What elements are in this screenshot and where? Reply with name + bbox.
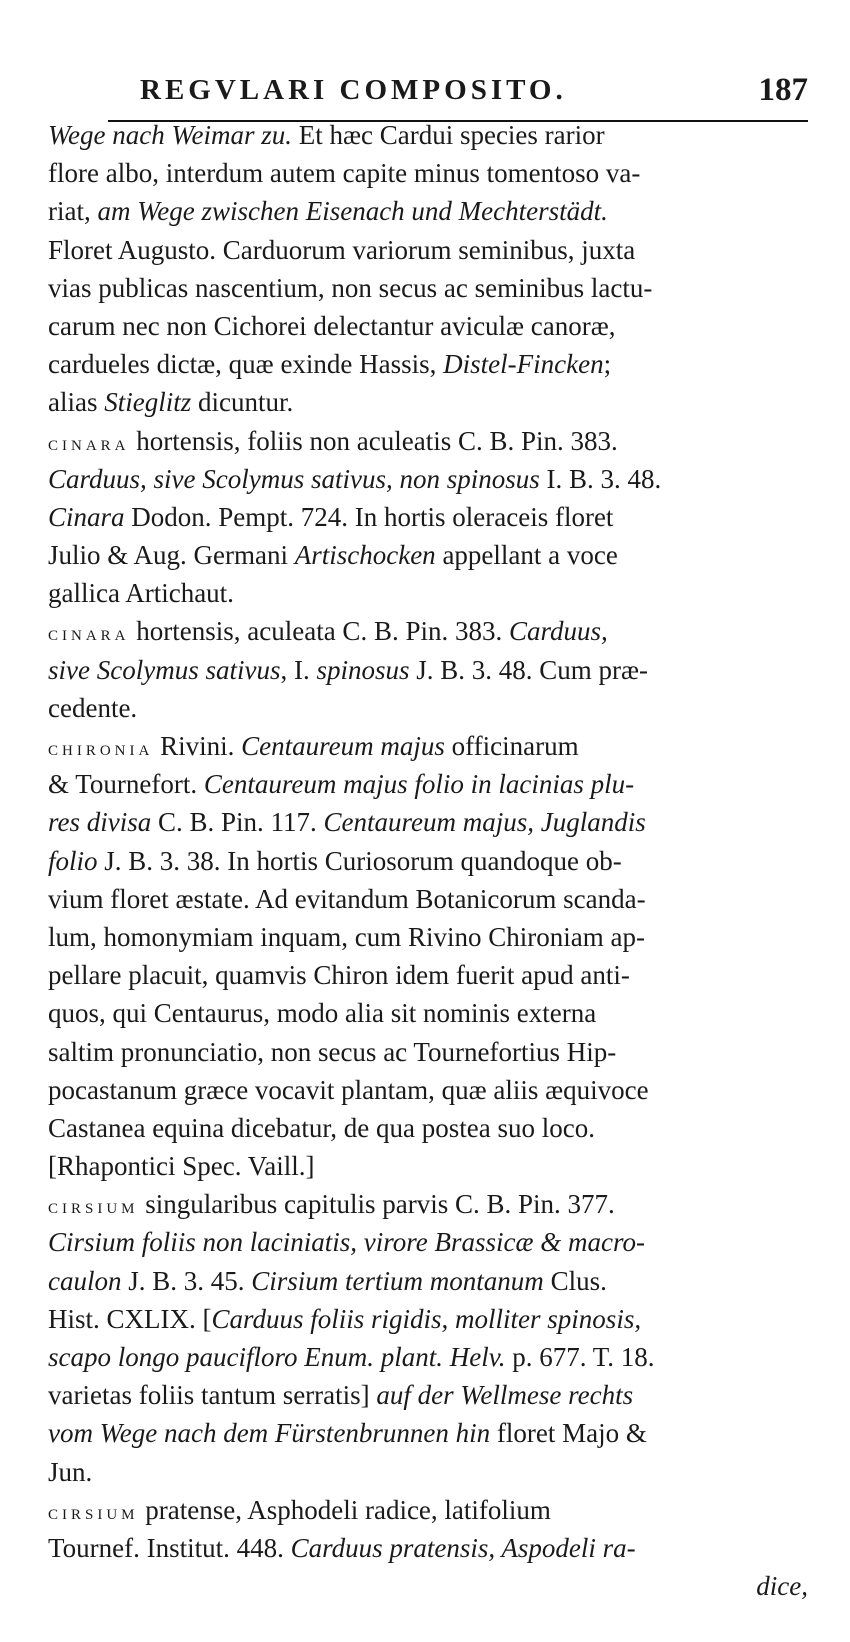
italic-text: vom Wege nach dem Fürstenbrunnen hin	[48, 1418, 491, 1449]
text-line	[48, 231, 808, 269]
italic-text: Carduus foliis rigidis, molliter spinosis,	[211, 1303, 642, 1334]
text-line	[48, 345, 808, 383]
text-line	[48, 383, 808, 421]
text-line	[48, 269, 808, 307]
italic-text: Wege nach Weimar zu.	[48, 120, 292, 150]
italic-text: Carduus pratensis, Aspodeli ra-	[290, 1532, 636, 1563]
italic-text: Carduus, sive Scolymus sativus, non spinosus	[48, 463, 540, 494]
text-line	[48, 192, 808, 230]
text-run: Rivini.	[153, 731, 242, 761]
running-head: REGVLARI COMPOSITO.	[140, 74, 567, 106]
text-line	[48, 1223, 808, 1261]
text-line	[48, 727, 808, 765]
text-line	[48, 1185, 808, 1223]
text-line	[48, 536, 808, 574]
text-run: Julio & Aug. Germani	[48, 540, 295, 571]
text-line	[48, 803, 808, 841]
text-line	[48, 651, 808, 689]
text-run: J. B. 3. 38. In hortis Curiosorum quandoque ob-	[97, 845, 622, 876]
page-header	[48, 58, 808, 118]
text-line	[48, 1376, 808, 1414]
text-line	[48, 574, 808, 612]
text-run: p. 677. T. 18.	[505, 1342, 655, 1372]
text-run: riat,	[48, 196, 98, 227]
entry-heading: cinara	[48, 620, 130, 646]
text-line	[48, 498, 808, 536]
text-run: floret Majo &	[490, 1418, 647, 1449]
book-page	[48, 40, 808, 1630]
italic-text: folio	[48, 845, 98, 876]
text-run: ;	[603, 349, 612, 380]
text-run: lum, homonymiam inquam, cum Rivino Chironiam ap-	[48, 921, 645, 952]
text-run: varietas foliis tantum serratis]	[48, 1380, 377, 1411]
text-line	[48, 689, 808, 727]
italic-text: Cirsium foliis non laciniatis, virore Brassicæ & macro-	[48, 1227, 646, 1258]
text-line	[48, 1109, 808, 1147]
text-run: Castanea equina dicebatur, de qua postea suo loco.	[48, 1112, 595, 1143]
text-line	[48, 1147, 808, 1185]
text-run: pratense, Asphodeli radice, latifolium	[138, 1494, 551, 1525]
body-text	[48, 116, 808, 1605]
text-run: Et hæc Cardui species rarior	[291, 120, 605, 150]
text-run: , I.	[280, 654, 317, 685]
text-run: alias	[48, 387, 105, 418]
entry-heading: cirsium	[48, 1193, 139, 1219]
text-run: vias publicas nascentium, non secus ac seminibus lactu-	[48, 272, 653, 303]
text-line	[48, 154, 808, 192]
entry-heading: cirsium	[48, 1498, 139, 1524]
text-run: Dodon. Pempt. 724. In hortis oleraceis floret	[124, 501, 614, 532]
text-run: saltim pronunciatio, non secus ac Tournefortius Hip-	[48, 1036, 617, 1067]
text-run: dicuntur.	[191, 387, 294, 418]
italic-text: spinosus	[316, 654, 410, 685]
text-run: Clus.	[543, 1265, 607, 1296]
text-run: quos, qui Centaurus, modo alia sit nominis externa	[48, 998, 597, 1029]
text-run: & Tournefort.	[48, 769, 204, 800]
text-run: hortensis, aculeata C. B. Pin. 383.	[129, 616, 509, 647]
italic-text: Carduus,	[508, 616, 608, 647]
text-line	[48, 1071, 808, 1109]
page-number: 187	[758, 72, 808, 108]
text-run: vium floret æstate. Ad evitandum Botanicorum scanda-	[48, 883, 646, 914]
text-line	[48, 422, 808, 460]
italic-text: Cirsium tertium montanum	[251, 1265, 544, 1296]
text-run: I. B. 3. 48.	[539, 463, 662, 494]
text-run: Hist. CXLIX. [	[48, 1303, 212, 1334]
italic-text: res divisa	[48, 807, 152, 838]
italic-text: sive Scolymus sativus	[48, 654, 281, 685]
text-line	[48, 1033, 808, 1071]
entry-heading: cinara	[48, 429, 130, 455]
italic-text: Cinara	[48, 501, 125, 532]
text-run: pellare placuit, quamvis Chiron idem fuerit apud anti-	[48, 960, 630, 991]
italic-text: Distel-Fincken	[443, 349, 604, 380]
text-line	[48, 1453, 808, 1491]
text-line	[48, 1491, 808, 1529]
text-line	[48, 842, 808, 880]
text-run: [Rhapontici Spec. Vaill.]	[48, 1151, 315, 1182]
text-line	[48, 994, 808, 1032]
text-run: J. B. 3. 48. Cum præ-	[409, 654, 649, 685]
italic-text: Centaureum majus	[241, 731, 445, 761]
italic-text: Centaureum majus folio in lacinias plu-	[203, 769, 635, 800]
text-run: flore albo, interdum autem capite minus tomentoso va-	[48, 158, 641, 189]
text-line	[48, 307, 808, 345]
italic-text: auf der Wellmese rechts	[376, 1380, 634, 1411]
text-run: cardueles dictæ, quæ exinde Hassis,	[48, 349, 444, 380]
text-line	[48, 1262, 808, 1300]
text-line	[48, 880, 808, 918]
italic-text: Artischocken	[294, 540, 436, 571]
text-run: gallica Artichaut.	[48, 578, 234, 609]
text-line	[48, 765, 808, 803]
text-line	[48, 1338, 808, 1376]
italic-text: scapo longo paucifloro Enum. plant. Helv.	[48, 1342, 506, 1372]
text-run: appellant a voce	[435, 540, 618, 571]
italic-text: Centaureum majus, Juglandis	[323, 807, 646, 838]
text-run: Tournef. Institut. 448.	[48, 1532, 291, 1563]
italic-text: Stieglitz	[104, 387, 192, 418]
text-run: J. B. 3. 45.	[121, 1265, 252, 1296]
text-run: Jun.	[48, 1456, 93, 1487]
text-line	[48, 918, 808, 956]
text-line	[48, 612, 808, 650]
text-line	[48, 1414, 808, 1452]
text-line	[48, 116, 808, 154]
text-run: singularibus capitulis parvis C. B. Pin. 377.	[138, 1189, 615, 1220]
text-line	[48, 1529, 808, 1567]
text-line	[48, 1567, 808, 1605]
text-run: pocastanum græce vocavit plantam, quæ aliis æquivoce	[48, 1074, 649, 1105]
text-run: C. B. Pin. 117.	[151, 807, 324, 838]
text-run: carum nec non Cichorei delectantur aviculæ canoræ,	[48, 310, 616, 341]
text-run: cedente.	[48, 692, 138, 723]
text-line	[48, 460, 808, 498]
text-run: Floret Augusto. Carduorum variorum seminibus, juxta	[48, 234, 636, 265]
text-line	[48, 956, 808, 994]
italic-text: dice,	[756, 1571, 808, 1602]
text-run: officinarum	[444, 731, 579, 761]
italic-text: caulon	[48, 1265, 122, 1296]
text-run: hortensis, foliis non aculeatis C. B. Pin. 383.	[129, 425, 618, 456]
italic-text: am Wege zwischen Eisenach und Mechterstädt.	[97, 196, 608, 227]
text-line	[48, 1300, 808, 1338]
entry-heading: chironia	[48, 735, 154, 760]
